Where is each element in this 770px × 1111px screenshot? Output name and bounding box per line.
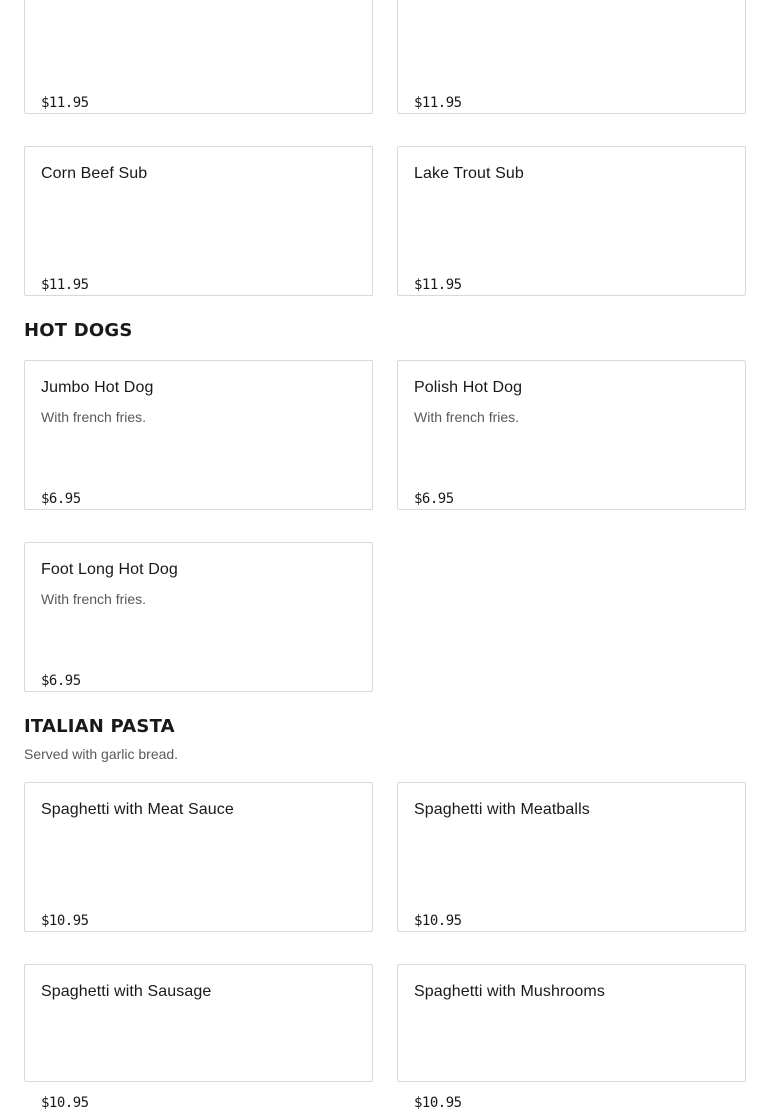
item-price: $11.95: [41, 277, 89, 293]
menu-item-card[interactable]: [24, 360, 373, 510]
section-title-hot-dogs: HOT DOGS: [24, 320, 133, 341]
item-name: Foot Long Hot Dog: [41, 561, 178, 578]
menu-item-card[interactable]: [24, 0, 373, 114]
menu-item-card[interactable]: [24, 782, 373, 932]
item-price: $6.95: [414, 491, 454, 507]
item-price: $6.95: [41, 673, 81, 689]
menu-item-card[interactable]: [397, 0, 746, 114]
menu-item-card[interactable]: [397, 360, 746, 510]
menu-item-card[interactable]: [24, 542, 373, 692]
item-price: $10.95: [414, 1095, 462, 1111]
item-name: Spaghetti with Meat Sauce: [41, 801, 234, 818]
item-name: [414, 0, 516, 1]
item-description: With french fries.: [414, 409, 520, 425]
item-price: $11.95: [414, 95, 462, 111]
menu-item-card[interactable]: [397, 146, 746, 296]
item-name: Lake Trout Sub: [414, 165, 524, 182]
item-price: $11.95: [414, 277, 462, 293]
section-title-italian-pasta: ITALIAN PASTA: [24, 716, 175, 737]
section-description: Served with garlic bread.: [24, 746, 179, 762]
item-description: With french fries.: [41, 409, 147, 425]
item-name: Jumbo Hot Dog: [41, 379, 154, 396]
item-price: $10.95: [41, 913, 89, 929]
item-price: $10.95: [414, 913, 462, 929]
menu-item-card[interactable]: [24, 146, 373, 296]
item-name: Corn Beef Sub: [41, 165, 148, 182]
item-name: [41, 0, 109, 1]
item-price: $11.95: [41, 95, 89, 111]
item-name: Polish Hot Dog: [414, 379, 523, 396]
menu-item-card[interactable]: [397, 782, 746, 932]
item-name: Spaghetti with Sausage: [41, 983, 212, 1000]
item-name: Spaghetti with Mushrooms: [414, 983, 605, 1000]
item-price: $10.95: [41, 1095, 89, 1111]
item-price: $6.95: [41, 491, 81, 507]
menu-item-card[interactable]: [24, 964, 373, 1111]
menu-item-card[interactable]: [397, 964, 746, 1111]
item-name: Spaghetti with Meatballs: [414, 801, 590, 818]
item-description: With french fries.: [41, 591, 147, 607]
